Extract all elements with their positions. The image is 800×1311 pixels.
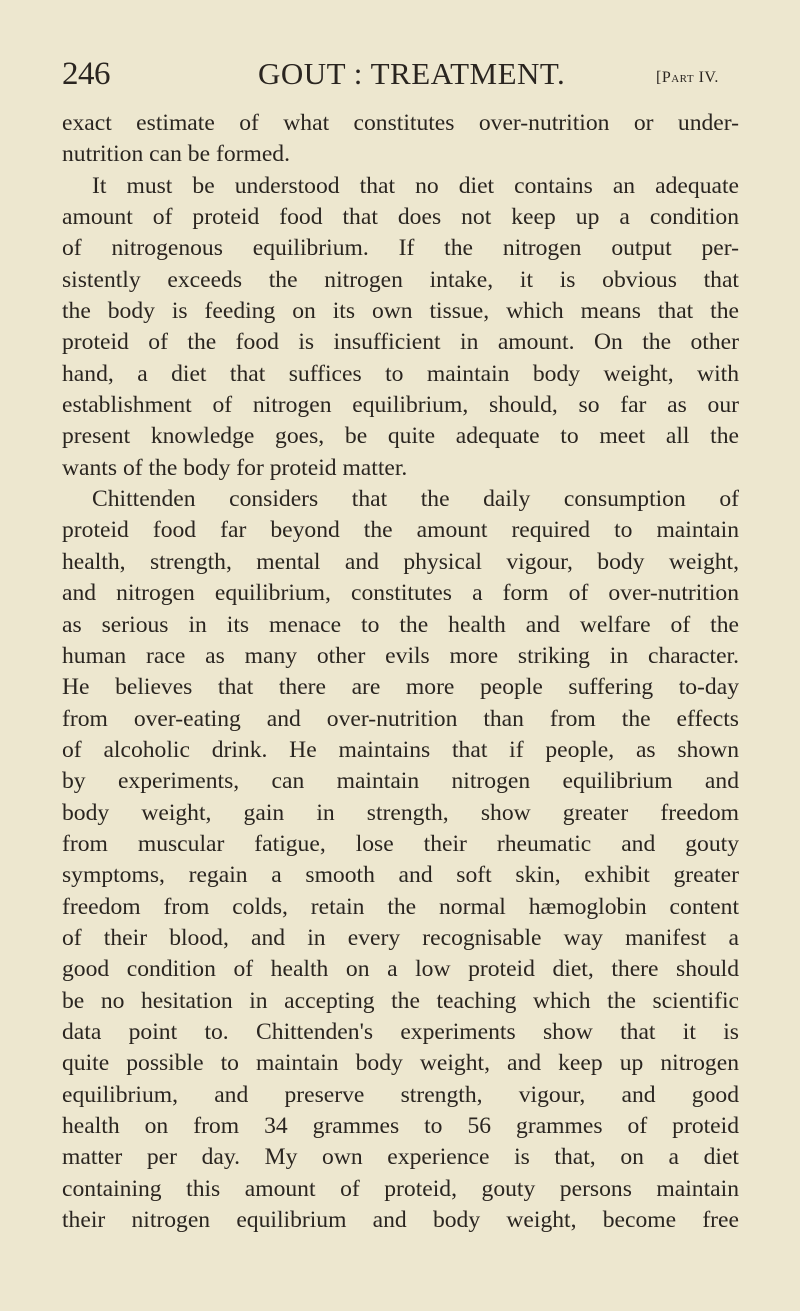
text-line: data point to. Chittenden's experiments show that it is bbox=[62, 1018, 739, 1045]
text-line: It must be understood that no diet contains an adequate bbox=[92, 172, 739, 199]
text-line: sistently exceeds the nitrogen intake, it is obvious that bbox=[62, 266, 739, 293]
text-line: freedom from colds, retain the normal hæmoglobin content bbox=[62, 893, 739, 920]
part-label: [Part IV. bbox=[656, 69, 719, 86]
text-line: from muscular fatigue, lose their rheumatic and gouty bbox=[62, 830, 739, 857]
text-line: hand, a diet that suffices to maintain body weight, with bbox=[62, 360, 739, 387]
text-line: containing this amount of proteid, gouty persons maintain bbox=[62, 1175, 739, 1202]
text-line: good condition of health on a low proteid diet, there should bbox=[62, 956, 739, 983]
text-line: human race as many other evils more striking in character. bbox=[62, 642, 739, 669]
text-line: by experiments, can maintain nitrogen equilibrium and bbox=[62, 768, 739, 795]
text-line: exact estimate of what constitutes over-nutrition or under- bbox=[62, 110, 739, 136]
text-line: health on from 34 grammes to 56 grammes of proteid bbox=[62, 1113, 739, 1139]
text-line: health, strength, mental and physical vigour, body weight, bbox=[62, 548, 739, 575]
page-number: 246 bbox=[62, 56, 110, 92]
running-head bbox=[62, 52, 762, 100]
text-line: and nitrogen equilibrium, constitutes a form of over-nutrition bbox=[62, 580, 739, 607]
text-line: their nitrogen equilibrium and body weight, become free bbox=[62, 1207, 739, 1234]
text-line: of their blood, and in every recognisable way manifest a bbox=[62, 924, 739, 951]
text-line: of nitrogenous equilibrium. If the nitrogen output per- bbox=[62, 235, 739, 262]
text-line: amount of proteid food that does not keep up a condition bbox=[62, 204, 739, 231]
text-line: proteid of the food is insufficient in amount. On the other bbox=[62, 329, 739, 356]
text-line: wants of the body for proteid matter. bbox=[62, 454, 408, 481]
text-line: equilibrium, and preserve strength, vigour, and good bbox=[62, 1081, 739, 1108]
text-line: be no hesitation in accepting the teaching which the scientific bbox=[62, 987, 739, 1014]
text-line: symptoms, regain a smooth and soft skin, exhibit greater bbox=[62, 862, 739, 889]
text-line: from over-eating and over-nutrition than from the effects bbox=[62, 705, 739, 732]
running-title: GOUT : TREATMENT. bbox=[258, 56, 566, 91]
text-line: present knowledge goes, be quite adequate to meet all the bbox=[62, 423, 739, 450]
text-line: as serious in its menace to the health and welfare of the bbox=[62, 611, 739, 638]
text-line: the body is feeding on its own tissue, which means that the bbox=[62, 298, 739, 325]
text-line: nutrition can be formed. bbox=[62, 141, 290, 168]
text-line: establishment of nitrogen equilibrium, should, so far as our bbox=[62, 392, 739, 419]
text-line: quite possible to maintain body weight, and keep up nitrogen bbox=[62, 1050, 739, 1077]
text-line: body weight, gain in strength, show greater freedom bbox=[62, 799, 739, 826]
text-line: He believes that there are more people suffering to-day bbox=[62, 674, 739, 701]
text-line: of alcoholic drink. He maintains that if people, as shown bbox=[62, 736, 739, 763]
text-line: matter per day. My own experience is that, on a diet bbox=[62, 1144, 739, 1171]
text-line: Chittenden considers that the daily consumption of bbox=[92, 486, 739, 513]
body-text bbox=[62, 108, 739, 1236]
text-line: proteid food far beyond the amount required to maintain bbox=[62, 517, 739, 544]
